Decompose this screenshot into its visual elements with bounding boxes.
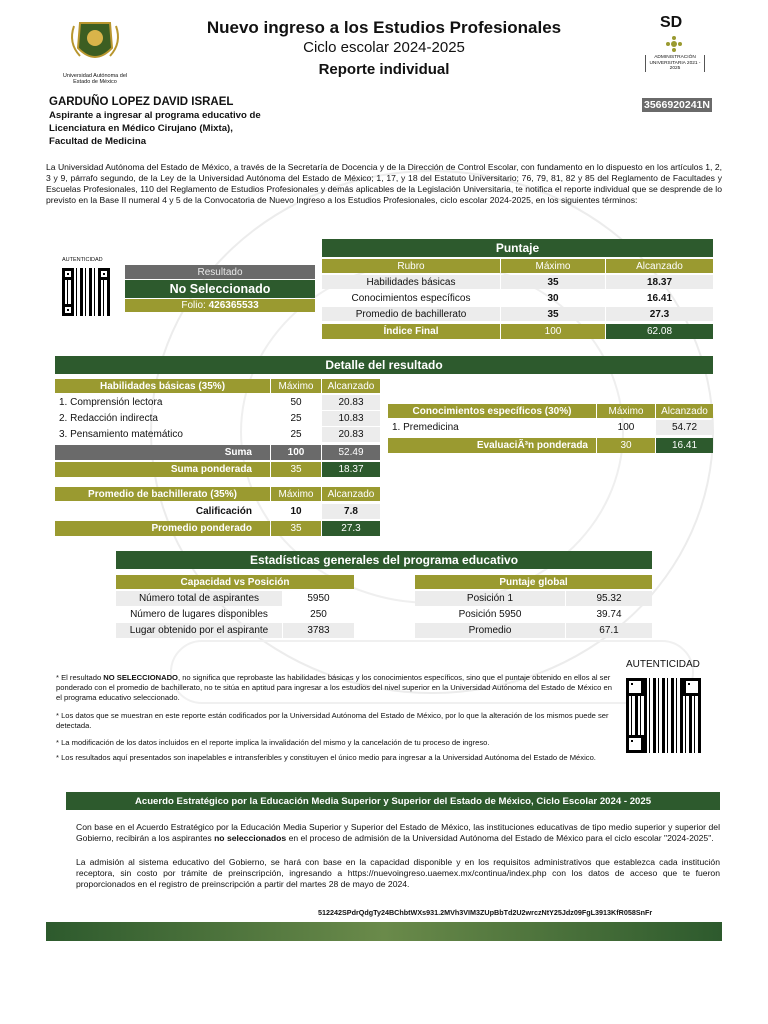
puntaje-row-label: Conocimientos específicos	[351, 292, 471, 304]
ce-pond-alc: 16.41	[656, 438, 713, 453]
verification-hash: 512242SPdrQdgTy24BChbtWXs931.2MVh3VIM3ZUpBbTd2U2wrczNtY25Jdz09FgL3913KfR058SnFr	[318, 908, 653, 917]
hb-row-label: 3. Pensamiento matemático	[59, 429, 183, 440]
hb-pond-alc: 18.37	[322, 462, 380, 477]
ce-header-label: Conocimientos específicos (30%)	[388, 404, 596, 418]
result-value: No Seleccionado	[125, 280, 315, 298]
pb-header-max: Máximo	[271, 487, 321, 501]
ce-row-max: 100	[617, 422, 635, 433]
cap-row-label: Lugar obtenido por el aspirante	[116, 623, 282, 638]
applicant-name: GARDUÑO LOPEZ DAVID ISRAEL	[49, 96, 234, 108]
applicant-id: 3566920241N	[644, 99, 710, 111]
note-1-status: NO SELECCIONADO	[103, 673, 178, 682]
auth-label: AUTENTICIDAD	[626, 659, 700, 670]
folio-number: 426365533	[208, 300, 259, 311]
hb-suma-label: Suma	[55, 445, 270, 460]
pb-row-alc: 7.8	[322, 504, 380, 519]
hb-suma-max: 100	[271, 445, 321, 460]
cap-row-label: Número de lugares disponibles	[130, 609, 268, 620]
hb-header-label: Habilidades básicas (35%)	[55, 379, 270, 393]
footer-bar	[46, 922, 722, 941]
hb-row-label: 1. Comprensión lectora	[59, 397, 163, 408]
note-4: * Los resultados aquí presentados son inapelables e intransferibles y constituyen el único medio para ingresar a la Universidad Autónoma del Estado de México.	[56, 753, 596, 762]
acuerdo-p1-end: en el proceso de admisión de la Universidad Autónoma del Estado de México para el ciclo escolar "2024-2025".	[286, 833, 714, 843]
folio-row	[125, 299, 315, 312]
hb-suma-alc: 52.49	[322, 445, 380, 460]
applicant-line-3: Facultad de Medicina	[49, 136, 147, 147]
cap-row-value: 3783	[283, 623, 354, 638]
note-1-prefix: * El resultado	[56, 673, 104, 682]
cap-row-value: 5950	[307, 593, 330, 604]
note-1-text: , no significa que reprobaste las habilidades básicas y los conocimientos específicos, sino que el puntaje obtenido en ellos al ser ponderado con el promedio de bachillerato, no te sitúa en aptitud para ingresar a los estudios del nivel superior en la Universidad Autónoma del Estado de México en el programa educativo seleccionado.	[56, 673, 612, 702]
acuerdo-p1-bold: no seleccionados	[214, 833, 287, 843]
cap-header: Capacidad vs Posición	[116, 575, 354, 589]
puntaje-row-max: 35	[501, 275, 605, 289]
puntaje-row-alc: 27.3	[606, 307, 713, 321]
cycle-subtitle: Ciclo escolar 2024-2025	[303, 39, 465, 56]
pg-header: Puntaje global	[415, 575, 652, 589]
pg-row-label: Posición 5950	[458, 609, 522, 620]
ce-row-label: 1. Premedicina	[392, 422, 459, 433]
puntaje-header-alc: Alcanzado	[606, 259, 713, 273]
acuerdo-p1-text: Con base en el Acuerdo Estratégico por la Educación Media Superior y Superior del Estado de México, las instituciones educativas de tipo medio superior y superior del Gobierno, recibirán a los aspirantes	[76, 822, 720, 843]
acuerdo-paragraph-2: La admisión al sistema educativo del Gobierno, se hará con base en la capacidad disponible y en los requisitos administrativos que establezca cada institución receptora, sin costo por trámite de preinscripción, ingresando a https://nuevoingreso.uaemex.mx/continua/index.php con los datos de acceso que te fueron proporcionados en el registro de preinscripción a partir del martes 28 de mayo de 2024.	[76, 857, 720, 889]
small-qr-code	[62, 268, 110, 316]
pb-row-max: 10	[290, 506, 302, 517]
acuerdo-paragraph-1	[76, 822, 720, 844]
applicant-line-1: Aspirante a ingresar al programa educativo de	[49, 110, 261, 121]
page-title: Nuevo ingreso a los Estudios Profesionales	[206, 18, 562, 37]
stats-title: Estadísticas generales del programa educativo	[116, 551, 652, 569]
ce-pond-max: 30	[597, 438, 655, 453]
note-1	[56, 673, 612, 703]
pb-pond-alc: 27.3	[322, 521, 380, 536]
cap-row-value: 250	[310, 609, 327, 620]
cap-row-label: Número total de aspirantes	[116, 591, 282, 606]
pb-pond-max: 35	[271, 521, 321, 536]
pg-row-label: Posición 1	[415, 591, 565, 606]
hb-header-alc: Alcanzado	[322, 379, 380, 393]
intro-paragraph: La Universidad Autónoma del Estado de México, a través de la Secretaría de Docencia y de la Dirección de Control Escolar, con fundamento en lo dispuesto en los artículos 1, 2, 3 y 9, párrafo segundo, de la Ley de la Universidad Autónoma del Estado de México; 1, 17, y 18 del Estatuto Universitario; 76, 79, 81, 82 y 85 del Reglamento de Facultades y Escuelas Profesionales, 110 del Reglamento de Estudios Profesionales y demás aplicables de la Legislación Universitaria, te notifica el reporte individual que se desprende de lo previsto en la Base II numeral 4 y 5 de la Convocatoria de Nuevo Ingreso a los Estudios Profesionales, ciclo escolar 2024-2025, en los siguientes términos:	[46, 162, 722, 205]
university-logo-text: Universidad Autónoma del Estado de México	[62, 73, 128, 85]
pb-header-alc: Alcanzado	[322, 487, 380, 501]
puntaje-header-max: Máximo	[501, 259, 605, 273]
hb-row-label: 2. Redacción indirecta	[59, 413, 158, 424]
puntaje-row-max: 35	[501, 307, 605, 321]
ce-row-alc: 54.72	[656, 420, 713, 435]
result-label: Resultado	[125, 265, 315, 279]
pg-row-label: Promedio	[415, 623, 565, 638]
indice-final-max: 100	[501, 324, 605, 339]
report-subtitle: Reporte individual	[318, 61, 450, 78]
indice-final-alc: 62.08	[606, 324, 713, 339]
sd-label: SD	[660, 14, 683, 31]
note-3: * La modificación de los datos incluidos en el reporte implica la invalidación del mismo y la cancelación de tu proceso de ingreso.	[56, 738, 490, 747]
hb-pond-label: Suma ponderada	[55, 462, 270, 477]
ce-pond-label: EvaluaciÃ³n ponderada	[388, 438, 596, 453]
puntaje-title: Puntaje	[322, 239, 713, 257]
detalle-title: Detalle del resultado	[55, 356, 713, 374]
indice-final-label: Índice Final	[322, 324, 500, 339]
pg-row-value: 67.1	[566, 623, 652, 638]
ce-header-alc: Alcanzado	[656, 404, 713, 418]
pb-header-label: Promedio de bachillerato (35%)	[55, 487, 270, 501]
admin-text: ADMINISTRACIÓN UNIVERSITARIA 2021 - 2025	[645, 55, 705, 72]
applicant-line-2: Licenciatura en Médico Cirujano (Mixta),	[49, 123, 233, 134]
hb-row-max: 25	[290, 429, 302, 440]
pb-pond-label: Promedio ponderado	[55, 521, 270, 536]
hb-pond-max: 35	[271, 462, 321, 477]
hb-row-max: 25	[290, 413, 302, 424]
pg-row-value: 39.74	[596, 609, 622, 620]
auth-small-label: AUTENTICIDAD	[62, 257, 103, 263]
acuerdo-title: Acuerdo Estratégico por la Educación Media Superior y Superior del Estado de México, Ciclo Escolar 2024 - 2025	[66, 792, 720, 810]
puntaje-row-alc: 18.37	[606, 275, 713, 289]
pg-row-value: 95.32	[566, 591, 652, 606]
hb-row-alc: 20.83	[322, 395, 380, 410]
note-2: * Los datos que se muestran en este reporte están codificados por la Universidad Autónoma del Estado de México, por lo que la alteración de los mismos puede ser detectada.	[56, 711, 609, 730]
auth-qr-code	[626, 678, 701, 753]
puntaje-row-alc: 16.41	[646, 292, 673, 304]
puntaje-header-rubro: Rubro	[322, 259, 500, 273]
hb-row-alc: 10.83	[322, 411, 380, 426]
hb-header-max: Máximo	[271, 379, 321, 393]
ce-header-max: Máximo	[597, 404, 655, 418]
hb-row-alc: 20.83	[322, 427, 380, 442]
folio-label: Folio:	[181, 300, 206, 311]
puntaje-row-label: Habilidades básicas	[322, 275, 500, 289]
admin-emblem-icon	[666, 36, 682, 57]
pb-row-label: Calificación	[195, 506, 252, 517]
puntaje-row-max: 30	[547, 292, 559, 304]
hb-row-max: 50	[290, 397, 302, 408]
puntaje-row-label: Promedio de bachillerato	[322, 307, 500, 321]
